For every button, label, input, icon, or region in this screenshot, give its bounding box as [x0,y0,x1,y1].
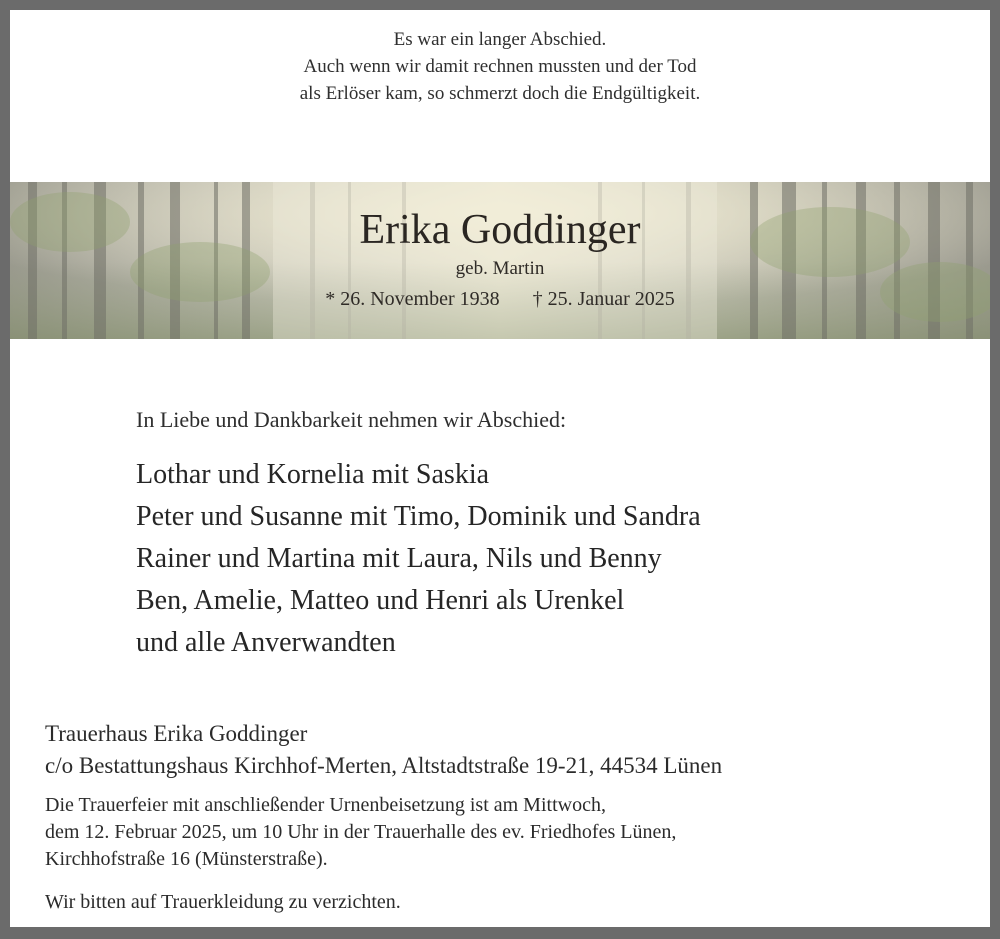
deceased-name: Erika Goddinger [359,207,641,253]
death-date: † 25. Januar 2025 [532,288,675,310]
farewell-line: In Liebe und Dankbarkeit nehmen wir Abschied: [136,407,567,432]
life-dates [10,286,990,312]
verse-line: Auch wenn wir damit rechnen mussten und der Tod [303,56,697,77]
born-name: geb. Martin [455,258,545,279]
verse [10,26,990,107]
mourning-house-name: Trauerhaus Erika Goddinger [45,721,308,746]
verse-line: als Erlöser kam, so schmerzt doch die Endgültigkeit. [299,83,701,104]
family-list [136,454,701,664]
verse-line: Es war ein langer Abschied. [393,29,607,50]
family-member: Rainer und Martina mit Laura, Nils und Benny [136,543,662,574]
family-member: und alle Anverwandten [136,627,396,658]
family-member: Ben, Amelie, Matteo und Henri als Urenkel [136,585,625,616]
family-member: Lothar und Kornelia mit Saskia [136,459,490,490]
birth-date: * 26. November 1938 [325,288,500,310]
mourning-house-address: c/o Bestattungshaus Kirchhof-Merten, Altstadtstraße 19-21, 44534 Lünen [45,753,723,778]
dress-note: Wir bitten auf Trauerkleidung zu verzichten. [45,891,401,913]
ceremony-line: Kirchhofstraße 16 (Münsterstraße). [45,848,328,870]
ceremony-info [45,792,676,873]
obituary-card [10,10,990,927]
ceremony-line: dem 12. Februar 2025, um 10 Uhr in der Trauerhalle des ev. Friedhofes Lünen, [45,821,677,843]
forest-banner [10,182,990,339]
mourning-house [45,718,722,782]
family-member: Peter und Susanne mit Timo, Dominik und Sandra [136,501,701,532]
ceremony-line: Die Trauerfeier mit anschließender Urnenbeisetzung ist am Mittwoch, [45,794,606,816]
